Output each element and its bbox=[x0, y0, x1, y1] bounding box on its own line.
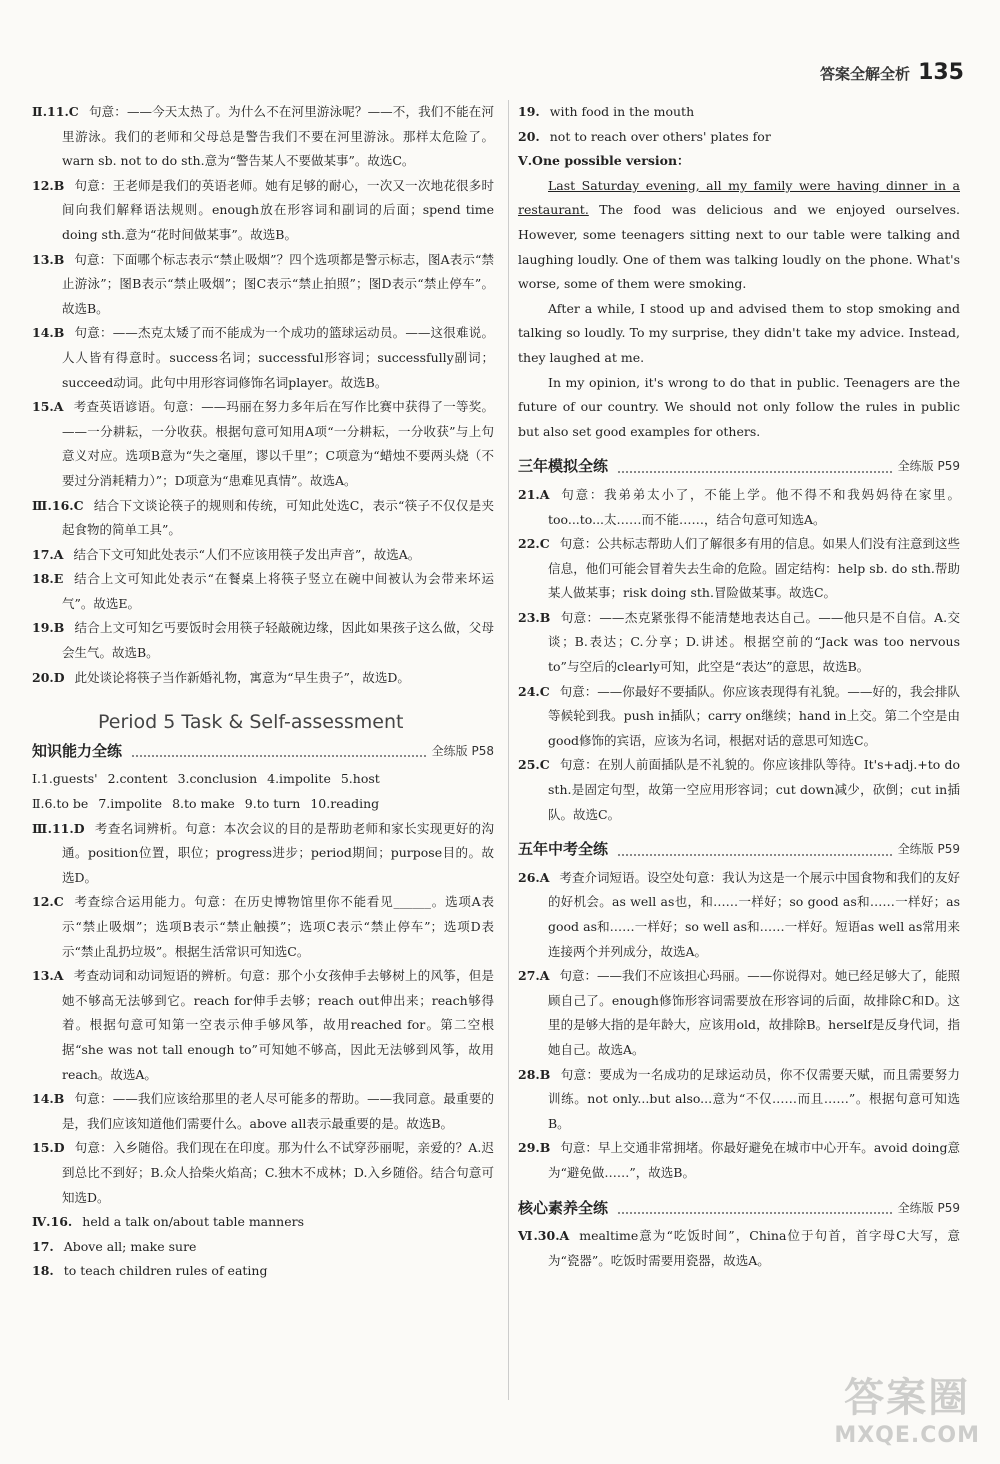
dotted-leader bbox=[618, 844, 892, 856]
column-divider bbox=[508, 100, 509, 1400]
section-title: 三年模拟全练 bbox=[518, 457, 609, 476]
answer-item bbox=[518, 1136, 960, 1185]
answer-item bbox=[32, 174, 494, 248]
section-ref: 全练版 P59 bbox=[897, 842, 960, 857]
answer-item bbox=[32, 1087, 494, 1136]
essay-label: Ⅴ.One possible version： bbox=[518, 153, 690, 169]
answer-item bbox=[518, 1224, 960, 1273]
answer-explanation: 此处谈论将筷子当作新婚礼物，寓意为“早生贵子”，故选D。 bbox=[74, 669, 410, 685]
dotted-leader bbox=[618, 461, 892, 473]
essay-paragraph-1 bbox=[518, 174, 960, 297]
answer-item bbox=[32, 1210, 494, 1235]
answer-number: 14.B bbox=[32, 1091, 65, 1107]
left-top-items bbox=[32, 100, 494, 690]
answer-explanation: 考查综合运用能力。句意：在历史博物馆里你不能看见______。选项A表示“禁止吸烟”；选项B表示“禁止触摸”；选项C表示“禁止停车”；选项D表示“禁止乱扔垃圾”。根据生活常识可知选C。 bbox=[62, 894, 494, 959]
answer-number: 25.C bbox=[518, 757, 550, 773]
section-five-year bbox=[518, 837, 960, 862]
answer-explanation: 句意：入乡随俗。我们现在在印度。那为什么不试穿莎丽呢，亲爱的？A.迟到总比不到好；B.众人拾柴火焰高；C.独木不成林；D.入乡随俗。结合句意可知选D。 bbox=[62, 1140, 494, 1205]
answer-explanation: 结合下文谈论筷子的规则和传统，可知此处选C，表示“筷子不仅仅是夹起食物的简单工具”。 bbox=[62, 497, 494, 538]
answer-explanation: with food in the mouth bbox=[549, 104, 695, 119]
short-answer: 10.reading bbox=[310, 796, 380, 812]
answer-explanation: 句意：——你最好不要插队。你应该表现得有礼貌。——好的，我会排队等候轮到我。push in插队；carry on继续；hand in上交。第二个空是由good修饰的宾语，应该为名词，根据对话的意思可知选C。 bbox=[548, 683, 960, 748]
answer-number: 20. bbox=[518, 128, 540, 144]
answer-item bbox=[32, 567, 494, 616]
answer-explanation: 句意：早上交通非常拥堵。你最好避免在城市中心开车。avoid doing意为“避免做……”，故选B。 bbox=[548, 1140, 960, 1180]
watermark-url: MXQE.COM bbox=[834, 1423, 980, 1448]
short-answer: 3.conclusion bbox=[177, 771, 258, 787]
section-three-year-items bbox=[518, 483, 960, 827]
answer-explanation: not to reach over others' plates for bbox=[549, 128, 771, 144]
answer-number: 19. bbox=[518, 104, 540, 119]
answer-item bbox=[518, 964, 960, 1062]
answer-item bbox=[518, 1063, 960, 1137]
answer-item bbox=[32, 100, 494, 174]
answer-item bbox=[518, 680, 960, 754]
answer-explanation: 结合上文可知此处表示“在餐桌上将筷子竖立在碗中间被认为会带来坏运气”。故选E。 bbox=[62, 571, 494, 611]
answer-explanation: 考查名词辨析。句意：本次会议的目的是帮助老师和家长实现更好的沟通。position位置，职位；progress进步；period期间；purpose目的。故选D。 bbox=[62, 820, 494, 885]
short-answer: 7.impolite bbox=[98, 796, 163, 812]
section-knowledge-ability bbox=[32, 739, 494, 764]
answer-number: 23.B bbox=[518, 609, 551, 625]
answer-explanation: 句意：我弟弟太小了，不能上学。他不得不和我妈妈待在家里。too...to...太……而不能……，结合句意可知选A。 bbox=[548, 486, 960, 527]
section-title: 知识能力全练 bbox=[32, 741, 123, 760]
answer-number: 18.E bbox=[32, 571, 64, 587]
short-answer: 4.impolite bbox=[267, 771, 331, 787]
answer-explanation: 句意：下面哪个标志表示“禁止吸烟”？四个选项都是警示标志，图A表示“禁止游泳”；图B表示“禁止吸烟”；图C表示“禁止拍照”；图D表示“禁止停车”。故选B。 bbox=[62, 251, 494, 316]
essay bbox=[518, 174, 960, 445]
left-column bbox=[32, 100, 494, 1284]
answer-item bbox=[518, 125, 960, 150]
answer-item bbox=[32, 395, 494, 493]
answer-number: Ⅲ.16.C bbox=[32, 497, 84, 513]
answer-item bbox=[32, 494, 494, 543]
answer-number: 29.B bbox=[518, 1140, 551, 1156]
answer-number: 12.B bbox=[32, 177, 65, 193]
answer-explanation: 句意：——我们应该给那里的老人尽可能多的帮助。——我同意。最重要的是，我们应该知道他们需要什么。above all表示最重要的是。故选B。 bbox=[62, 1091, 494, 1131]
page-header bbox=[820, 60, 964, 85]
answer-number: 14.B bbox=[32, 325, 65, 341]
section-title: 五年中考全练 bbox=[518, 840, 609, 859]
right-column bbox=[518, 100, 960, 1273]
answer-number: Ⅳ.16. bbox=[32, 1214, 73, 1230]
answer-explanation: 句意：——杰克紧张得不能清楚地表达自己。——他只是不自信。A.交谈；B.表达；C.分享；D.讲述。根据空前的“Jack was too nervous to”与空后的clearly可知，此空是“表达”的意思，故选B。 bbox=[548, 609, 960, 675]
answer-explanation: held a talk on/about table manners bbox=[82, 1214, 305, 1230]
answer-item bbox=[32, 890, 494, 964]
answer-number: Ⅲ.11.D bbox=[32, 820, 85, 836]
period-title: Period 5 Task & Self-assessment bbox=[98, 711, 404, 734]
answer-explanation: 句意：——我们不应该担心玛丽。——你说得对。她已经足够大了，能照顾自己了。enough修饰形容词需要放在形容词的后面，故排除C和D。这里的是够大指的是年龄大，应该用old，故排除B。herself是反身代词，指她自己。故选A。 bbox=[548, 968, 960, 1057]
answer-number: 21.A bbox=[518, 486, 550, 502]
short-answer: Ⅰ.1.guests' bbox=[32, 771, 98, 787]
watermark-text: 答案圈 bbox=[844, 1375, 971, 1421]
answer-number: 28.B bbox=[518, 1066, 551, 1082]
section-ref: 全练版 P59 bbox=[897, 459, 960, 474]
essay-paragraph-3: In my opinion, it's wrong to do that in public. Teenagers are the future of our country. We should not only follow the rules in public but also set good examples for others. bbox=[518, 374, 960, 439]
answer-number: 12.C bbox=[32, 894, 64, 910]
answer-explanation: 句意：在别人前面插队是不礼貌的。你应该排队等待。It's+adj.+to do sth.是固定句型，故第一空应用形容词；cut down减少，砍倒；cut in插队。故选C。 bbox=[548, 757, 960, 822]
answer-number: 15.D bbox=[32, 1140, 65, 1156]
short-answer: 5.host bbox=[340, 771, 380, 787]
answer-item bbox=[518, 483, 960, 532]
answer-explanation: 句意：王老师是我们的英语老师。她有足够的耐心，一次又一次地花很多时间向我们解释语法规则。enough放在形容词和副词的后面；spend time doing sth.意为“花时间做某事”。故选B。 bbox=[62, 177, 494, 242]
answers-row-2 bbox=[32, 792, 494, 817]
section-core-literacy bbox=[518, 1196, 960, 1221]
answer-item bbox=[32, 1259, 494, 1284]
essay-p1-rest: The food was delicious and we enjoyed ourselves. However, some teenagers sitting next to our table were talking and laughing loudly. One of them was talking loudly on the phone. What's worse, some of them were smoking. bbox=[518, 202, 960, 292]
dotted-leader bbox=[618, 1202, 892, 1214]
answer-number: 19.B bbox=[32, 620, 65, 636]
answer-item bbox=[32, 543, 494, 568]
answer-item bbox=[518, 753, 960, 827]
essay-paragraph-2: After a while, I stood up and advised them to stop smoking and talking so loudly. To my surprise, they didn't take my advice. Instead, they laughed at me. bbox=[518, 300, 960, 365]
answer-item bbox=[518, 866, 960, 964]
section-core-literacy-items bbox=[518, 1224, 960, 1273]
answer-item bbox=[32, 321, 494, 395]
answer-number: 27.A bbox=[518, 968, 550, 984]
answer-number: 17. bbox=[32, 1238, 54, 1254]
section-ref: 全练版 P59 bbox=[897, 1200, 960, 1215]
section-three-year bbox=[518, 454, 960, 479]
short-answer: 2.content bbox=[107, 771, 168, 787]
left-bottom-items bbox=[32, 817, 494, 1284]
watermark-logo bbox=[834, 1366, 980, 1448]
answer-explanation: 考查英语谚语。句意：——玛丽在努力多年后在写作比赛中获得了一等奖。——一分耕耘，一分收获。根据句意可知用A项“一分耕耘，一分收获”与上句意义对应。选项B意为“失之毫厘，谬以千里”；C项意为“蜡烛不要两头烧（不要过分消耗精力）”；D项意为“患难见真情”。故选A。 bbox=[62, 399, 494, 488]
answer-explanation: to teach children rules of eating bbox=[63, 1263, 268, 1279]
answer-item bbox=[32, 964, 494, 1087]
answer-number: 13.B bbox=[32, 251, 65, 267]
answer-explanation: 考查动词和动词短语的辨析。句意：那个小女孩伸手去够树上的风筝，但是她不够高无法够到它。reach for伸手去够；reach out伸出来；reach够得着。根据句意可知第一空表示伸手够风筝，故用reached for。第二空根据“she was not tall enough to”可知她不够高，因此无法够到风筝，故用reach。故选A。 bbox=[62, 968, 494, 1082]
answer-number: Ⅵ.30.A bbox=[518, 1228, 570, 1244]
section-ref: 全练版 P58 bbox=[431, 743, 494, 758]
answer-item bbox=[32, 666, 494, 691]
answer-explanation: 句意：——今天太热了。为什么不在河里游泳呢？——不，我们不能在河里游泳。我们的老师和父母总是警告我们不要在河里游泳。那样太危险了。warn sb. not to do sth.意为“警告某人不要做某事”。故选C。 bbox=[62, 104, 494, 169]
answer-item bbox=[518, 100, 960, 125]
answer-item bbox=[32, 1136, 494, 1210]
answer-explanation: mealtime意为“吃饭时间”，China位于句首，首字母C大写，意为“瓷器”。吃饭时需要用瓷器，故选A。 bbox=[548, 1228, 960, 1268]
answer-item bbox=[518, 532, 960, 606]
answer-number: Ⅱ.11.C bbox=[32, 104, 79, 119]
answer-number: 15.A bbox=[32, 399, 64, 415]
answer-number: 20.D bbox=[32, 669, 65, 685]
section-five-year-items bbox=[518, 866, 960, 1186]
page-number: 135 bbox=[918, 60, 964, 85]
answer-number: 22.C bbox=[518, 536, 550, 552]
answer-explanation: 句意：公共标志帮助人们了解很多有用的信息。如果人们没有注意到这些信息，他们可能会冒着失去生命的危险。固定结构：help sb. do sth.帮助某人做某事；risk doing sth.冒险做某事。故选C。 bbox=[548, 536, 960, 601]
answer-item bbox=[518, 606, 960, 680]
answer-explanation: 结合上文可知乞丐要饭时会用筷子轻敲碗边缘，因此如果孩子这么做，父母会生气。故选B。 bbox=[62, 620, 494, 661]
answer-explanation: 句意：要成为一名成功的足球运动员，你不仅需要天赋，而且需要努力训练。not only...but also...意为“不仅……而且……”。根据句意可知选B。 bbox=[548, 1066, 960, 1131]
short-answer: 8.to make bbox=[172, 796, 235, 812]
answer-item bbox=[32, 616, 494, 665]
answer-number: 26.A bbox=[518, 869, 550, 885]
answer-number: 18. bbox=[32, 1263, 54, 1279]
answer-item bbox=[32, 248, 494, 322]
answer-explanation: 考查介词短语。设空处句意：我认为这是一个展示中国食物和我们的友好的好机会。as well as也，和……一样好；so good as和……一样好；as good as和……一样好；so well as和……一样好。短语as well as常用来连接两个并列成分，故选A。 bbox=[548, 869, 960, 959]
essay-underlined-sentence: Last Saturday evening, all my family were having dinner in a restaurant. bbox=[518, 177, 960, 218]
answer-item bbox=[32, 1235, 494, 1260]
section-title: 核心素养全练 bbox=[518, 1198, 609, 1217]
short-answer: Ⅱ.6.to be bbox=[32, 796, 89, 812]
answer-number: 13.A bbox=[32, 968, 64, 984]
answer-item bbox=[32, 817, 494, 891]
answer-explanation: 结合下文可知此处表示“人们不应该用筷子发出声音”，故选A。 bbox=[73, 546, 421, 562]
answer-explanation: 句意：——杰克太矮了而不能成为一个成功的篮球运动员。——这很难说。人人皆有得意时。success名词；successful形容词；successfully副词；succeed动词。此句中用形容词修饰名词player。故选B。 bbox=[62, 325, 494, 390]
dotted-leader bbox=[132, 745, 426, 757]
short-answer: 9.to turn bbox=[244, 796, 301, 812]
header-title: 答案全解全析 bbox=[820, 65, 911, 83]
answer-number: 17.A bbox=[32, 546, 64, 562]
answers-row-1 bbox=[32, 767, 494, 792]
answer-explanation: Above all; make sure bbox=[63, 1238, 197, 1254]
right-top-items bbox=[518, 100, 960, 149]
answer-number: 24.C bbox=[518, 683, 550, 699]
